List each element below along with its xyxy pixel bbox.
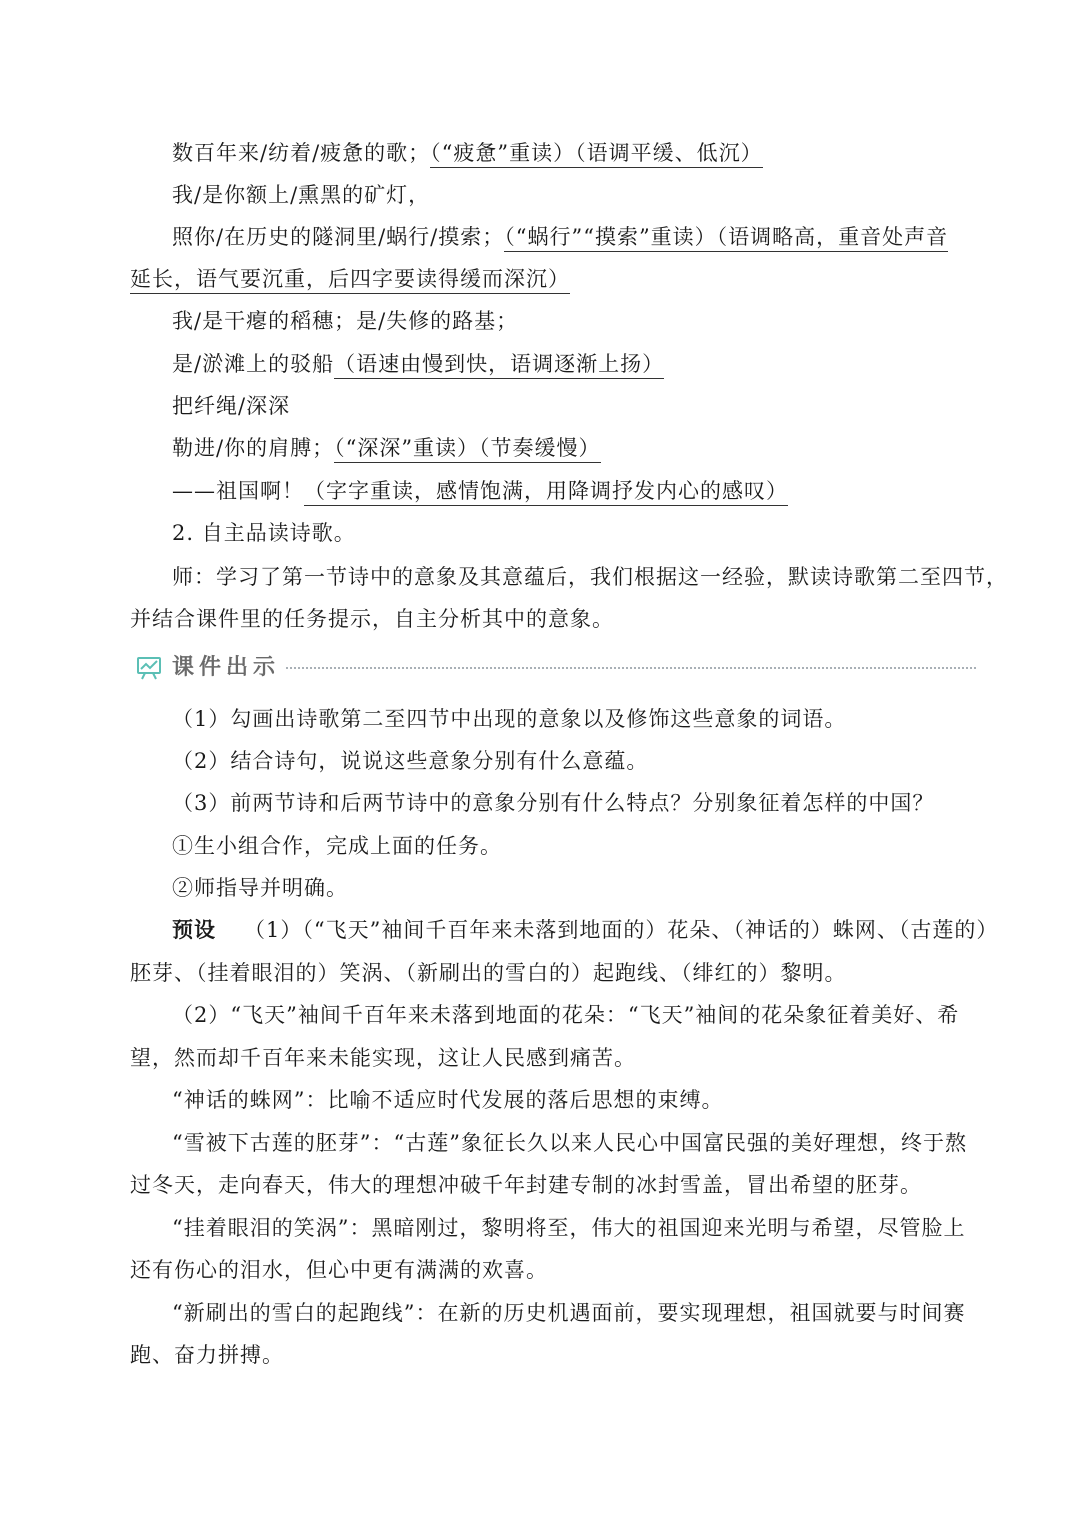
poem-line-8 <box>172 476 1022 506</box>
teacher-paragraph-line-1: 师：学习了第一节诗中的意象及其意蕴后，我们根据这一经验，默读诗歌第二至四节， <box>172 565 1008 589</box>
dotted-divider <box>286 667 976 669</box>
poem-text: ——祖国啊！ <box>172 479 304 503</box>
preset-line-10: “新刷出的雪白的起跑线”：在新的历史机遇面前，要实现理想，祖国就要与时间赛 <box>172 1301 966 1325</box>
poem-line-3 <box>172 222 1022 252</box>
preset-line-2: 胚芽、（挂着眼泪的）笑涡、（新刷出的雪白的）起跑线、（绯红的）黎明。 <box>130 961 847 985</box>
chart-board-icon <box>136 656 162 680</box>
reading-note: （“深深”重读）（节奏缓慢） <box>334 436 600 463</box>
section-title: 课件出示 <box>172 655 281 680</box>
preset-line-6: “雪被下古莲的胚芽”：“古莲”象征长久以来人民心中国富民强的美好理想，终于熬 <box>172 1131 967 1155</box>
task-1: （1）勾画出诗歌第二至四节中出现的意象以及修饰这些意象的词语。 <box>172 707 847 731</box>
step-student: ①生小组合作，完成上面的任务。 <box>172 834 502 858</box>
poem-line-3-cont <box>130 264 980 294</box>
poem-line-7 <box>172 433 1022 463</box>
poem-line-5 <box>172 349 1022 379</box>
preset-line-5: “神话的蛛网”：比喻不适应时代发展的落后思想的束缚。 <box>172 1088 724 1112</box>
task-2: （2）结合诗句，说说这些意象分别有什么意蕴。 <box>172 749 649 773</box>
poem-text: 数百年来/纺着/疲惫的歌； <box>172 141 431 165</box>
poem-line-2: 我/是你额上/熏黑的矿灯， <box>172 183 431 207</box>
preset-line-11: 跑、奋力拼搏。 <box>130 1343 284 1367</box>
poem-text: 勒进/你的肩膊； <box>172 436 335 460</box>
task-3: （3）前两节诗和后两节诗中的意象分别有什么特点？分别象征着怎样的中国？ <box>172 791 935 815</box>
step-teacher: ②师指导并明确。 <box>172 876 348 900</box>
poem-text: 照你/在历史的隧洞里/蜗行/摸索； <box>172 225 505 249</box>
reading-note: （“蜗行”“摸索”重读）（语调略高，重音处声音 <box>504 225 948 252</box>
poem-line-6: 把纤绳/深深 <box>172 394 291 418</box>
preset-line-9: 还有伤心的泪水，但心中更有满满的欢喜。 <box>130 1258 548 1282</box>
teacher-paragraph-line-2: 并结合课件里的任务提示，自主分析其中的意象。 <box>130 607 614 631</box>
reading-note: 延长，语气要沉重，后四字要读得缓而深沉） <box>130 267 570 294</box>
preset-text: （1）（“飞天”袖间千百年来未落到地面的）花朵、（神话的）蛛网、（古莲的） <box>244 918 999 942</box>
step-heading: 2. 自主品读诗歌。 <box>172 521 356 545</box>
poem-text: 是/淤滩上的驳船 <box>172 352 335 376</box>
preset-line-1 <box>172 915 1022 945</box>
poem-line-4: 我/是干瘪的稻穗；是/失修的路基； <box>172 309 519 333</box>
reading-note: （“疲惫”重读）（语调平缓、低沉） <box>430 141 762 168</box>
preset-line-8: “挂着眼泪的笑涡”：黑暗刚过，黎明将至，伟大的祖国迎来光明与希望，尽管脸上 <box>172 1216 966 1240</box>
preset-line-7: 过冬天，走向春天，伟大的理想冲破千年封建专制的冰封雪盖，冒出希望的胚芽。 <box>130 1173 922 1197</box>
preset-line-3: （2）“飞天”袖间千百年来未落到地面的花朵：“飞天”袖间的花朵象征着美好、希 <box>172 1003 960 1027</box>
preset-line-4: 望，然而却千百年来未能实现，这让人民感到痛苦。 <box>130 1046 636 1070</box>
reading-note: （语速由慢到快，语调逐渐上扬） <box>334 352 664 379</box>
preset-label: 预设 <box>172 917 216 942</box>
courseware-section-header <box>136 652 976 686</box>
poem-line-1 <box>172 138 1022 168</box>
reading-note: （字字重读，感情饱满，用降调抒发内心的感叹） <box>304 479 788 506</box>
